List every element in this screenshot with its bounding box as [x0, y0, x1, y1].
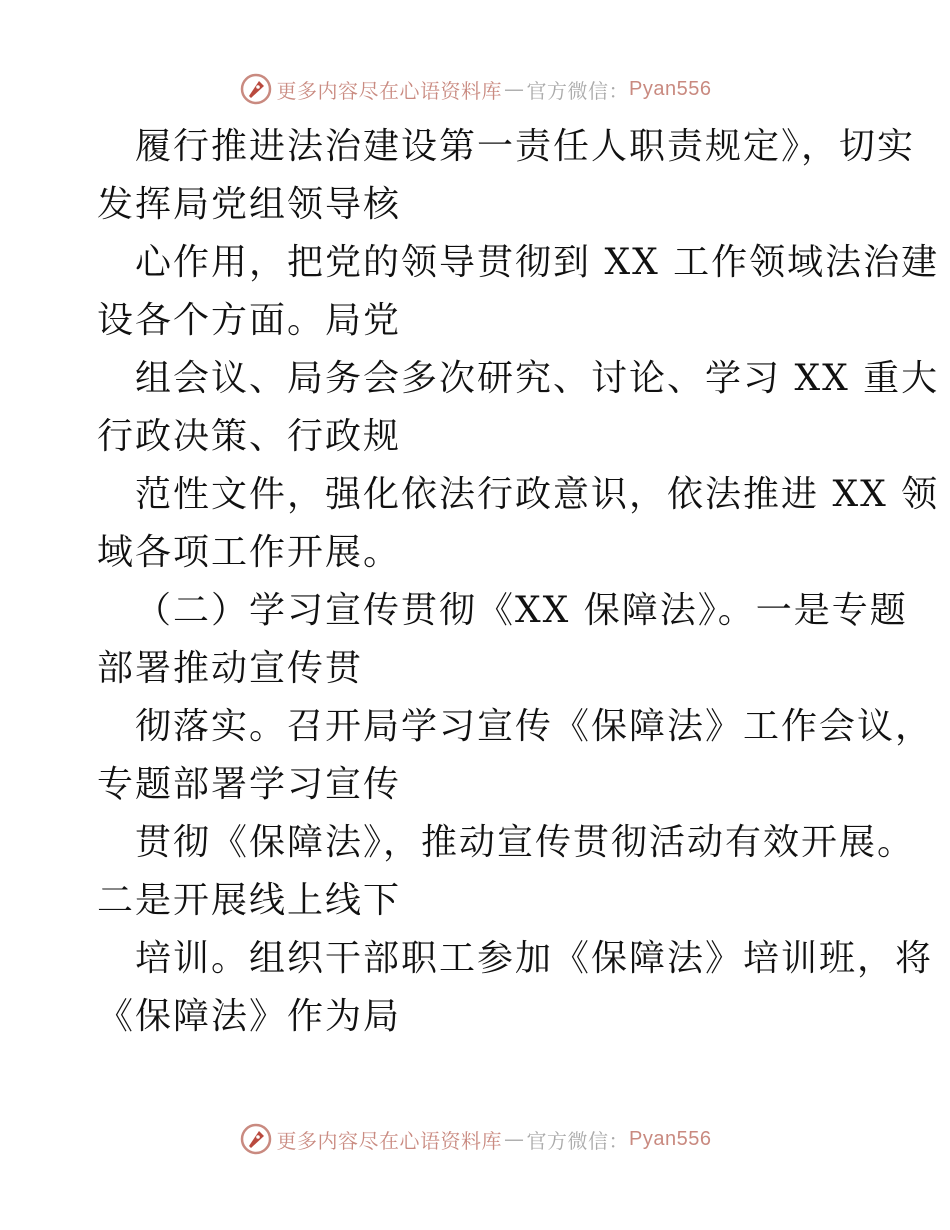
text-line: 范性文件，强化依法行政意识，依法推进 XX 领 [135, 474, 940, 515]
text-line: 专题部署学习宣传 [97, 764, 402, 805]
pen-nib-logo-icon [239, 72, 273, 106]
watermark-separator: — [504, 1127, 525, 1151]
watermark-site-text: 更多内容尽在心语资料库 [276, 78, 503, 103]
watermark-separator: — [504, 77, 525, 101]
pen-nib-logo-icon [239, 1122, 273, 1156]
text-line: 贯彻《保障法》，推动宣传贯彻活动有效开展。 [135, 822, 916, 863]
text-line: 域各项工作开展。 [97, 532, 402, 573]
text-line: 履行推进法治建设第一责任人职责规定》，切实 [135, 126, 916, 167]
text-line: （二）学习宣传贯彻《XX 保障法》。一是专题 [135, 590, 908, 631]
text-line: 行政决策、行政规 [97, 416, 402, 457]
text-line: 二是开展线上线下 [97, 880, 402, 921]
text-line: 心作用，把党的领导贯彻到 XX 工作领域法治建 [135, 242, 940, 283]
text-line: 组会议、局务会多次研究、讨论、学习 XX 重大 [135, 358, 940, 399]
text-line: 《保障法》作为局 [97, 996, 402, 1037]
text-line: 部署推动宣传贯 [97, 648, 364, 689]
watermark-wechat-id: Pyan556 [629, 77, 712, 100]
footer-watermark [0, 1122, 950, 1156]
text-line: 发挥局党组领导核 [97, 184, 402, 225]
text-line: 培训。组织干部职工参加《保障法》培训班，将 [135, 938, 934, 979]
watermark-label: 官方微信： [526, 1128, 630, 1153]
watermark-site-text: 更多内容尽在心语资料库 [276, 1128, 503, 1153]
text-line: 设各个方面。局党 [97, 300, 402, 341]
header-watermark [0, 72, 950, 106]
text-line: 彻落实。召开局学习宣传《保障法》工作会议， [135, 706, 934, 747]
watermark-label: 官方微信： [526, 78, 630, 103]
document-body [97, 118, 940, 1046]
watermark-wechat-id: Pyan556 [629, 1127, 712, 1150]
